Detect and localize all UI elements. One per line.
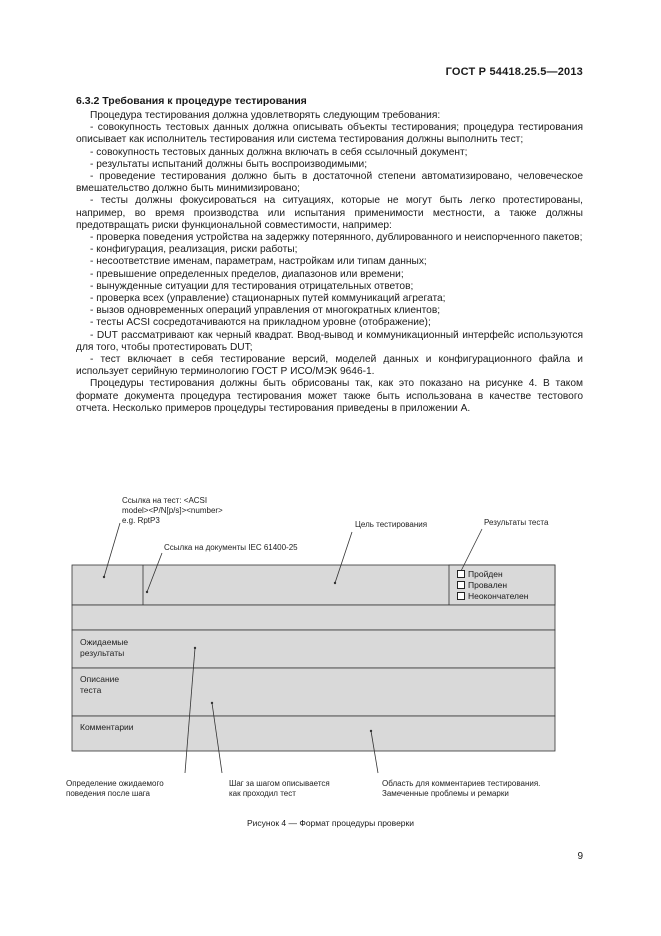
form-description-row [72,668,555,716]
field-label-test-description [80,674,119,696]
annotation-expected-behavior [66,779,164,799]
form-expected-row [72,630,555,668]
annotation-line: model><P/N[p/s]><number> [122,506,223,515]
annotation-line: Замеченные проблемы и ремарки [382,789,509,798]
annotation-test-reference [122,496,223,526]
paragraph: - проверка поведения устройства на задержку потерянного, дублированного и неиспорченного пакетов; [90,232,583,244]
checkbox-label: Пройден [468,569,503,579]
checkbox-label: Провален [468,580,508,590]
annotation-test-results: Результаты теста [484,518,549,527]
page-number: 9 [577,851,583,862]
form-comments-row [72,716,555,751]
checkbox-passed [457,569,503,579]
paragraph: - вынужденные ситуации для тестирования отрицательных ответов; [90,280,414,292]
leader-dot [103,576,105,578]
annotation-line: Ссылка на тест: <ACSI [122,496,208,505]
section-title: 6.3.2 Требования к процедуре тестирования [76,95,307,107]
paragraph: Процедуры тестирования должны быть обрисованы так, как это показано на рисунке 4. В таком формате документа процедура тестирования может также быть использована в качестве тестового отчета. Несколько примеров процедуры тестирования приведены в приложении А. [76,378,583,414]
leader-dot [211,702,213,704]
annotation-line: Область для комментариев тестирования. [382,779,541,788]
paragraph: Процедура тестирования должна удовлетворять следующим требования: [90,110,441,121]
annotation-step-description [229,779,330,799]
paragraph: - вызов одновременных операций управления от многократных клиентов; [90,305,441,317]
checkbox-icon [457,570,465,578]
field-label-line: Ожидаемые [80,637,129,647]
annotation-line: Определение ожидаемого [66,779,164,788]
checkbox-icon [457,581,465,589]
annotation-line: как проходил тест [229,789,296,798]
paragraph: - DUT рассматривают как черный квадрат. Ввод-вывод и коммуникационный интерфейс используются для того, чтобы протестировать DUT; [76,329,583,353]
annotation-line: поведения после шага [66,789,150,798]
leader-dot [146,591,148,593]
paragraph: - совокупность тестовых данных должна описывать объекты тестирования; процедура тестирования описывает как исполнитель тестирования или система тестирования должны выполнить тест; [76,122,583,146]
paragraph: - результаты испытаний должны быть воспроизводимыми; [90,158,368,170]
figure-caption: Рисунок 4 — Формат процедуры проверки [246,818,414,828]
paragraph: - несоответствие именам, параметрам, настройкам или типам данных; [90,256,427,268]
field-label-comments: Комментарии [80,722,134,732]
field-label-line: Описание [80,674,120,684]
annotation-document-references: Ссылка на документы IEC 61400-25 [164,543,298,552]
annotation-line: e.g. RptP3 [122,516,160,525]
checkbox-failed [457,580,507,590]
paragraph: - проверка всех (управление) стационарных путей коммуникаций агрегата; [90,293,446,305]
paragraph: - тесты должны фокусироваться на ситуациях, которые не могут быть легко протестированы, например, во время производства или испытания применимости местности, а также должны предотвращать риски функциональной совместимости, например: [76,195,583,231]
paragraph: - конфигурация, реализация, риски работы; [90,244,298,256]
leader-dot [334,582,336,584]
paragraph: - совокупность тестовых данных должна включать в себя ссылочный документ; [90,146,468,158]
body-text [76,110,583,415]
field-label-expected-results [80,637,128,659]
paragraph: - тесты ACSI сосредотачиваются на прикладном уровне (отображение); [90,317,431,329]
paragraph: - проведение тестирования должно быть в достаточной степени автоматизировано, человеческое вмешательство должно быть минимизировано; [76,171,583,195]
checkbox-icon [457,592,465,600]
paragraph: - превышение определенных пределов, диапазонов или времени; [90,268,404,280]
checkbox-inconclusive [457,591,528,601]
document-code: ГОСТ Р 54418.25.5—2013 [445,66,583,78]
annotation-comments-area [382,779,540,799]
field-label-line: результаты [80,648,125,658]
field-label-line: теста [80,685,102,695]
paragraph: - тест включает в себя тестирование версий, моделей данных и конфигурационного файла и использует серийную терминологию ГОСТ Р ИСО/МЭК 9646-1. [76,354,583,378]
annotation-line: Шаг за шагом описывается [229,779,330,788]
form-reference-row [72,605,555,630]
leader-dot [194,647,196,649]
checkbox-label: Неокончателен [468,591,529,601]
annotation-test-goal: Цель тестирования [355,520,428,529]
leader-dot [370,730,372,732]
